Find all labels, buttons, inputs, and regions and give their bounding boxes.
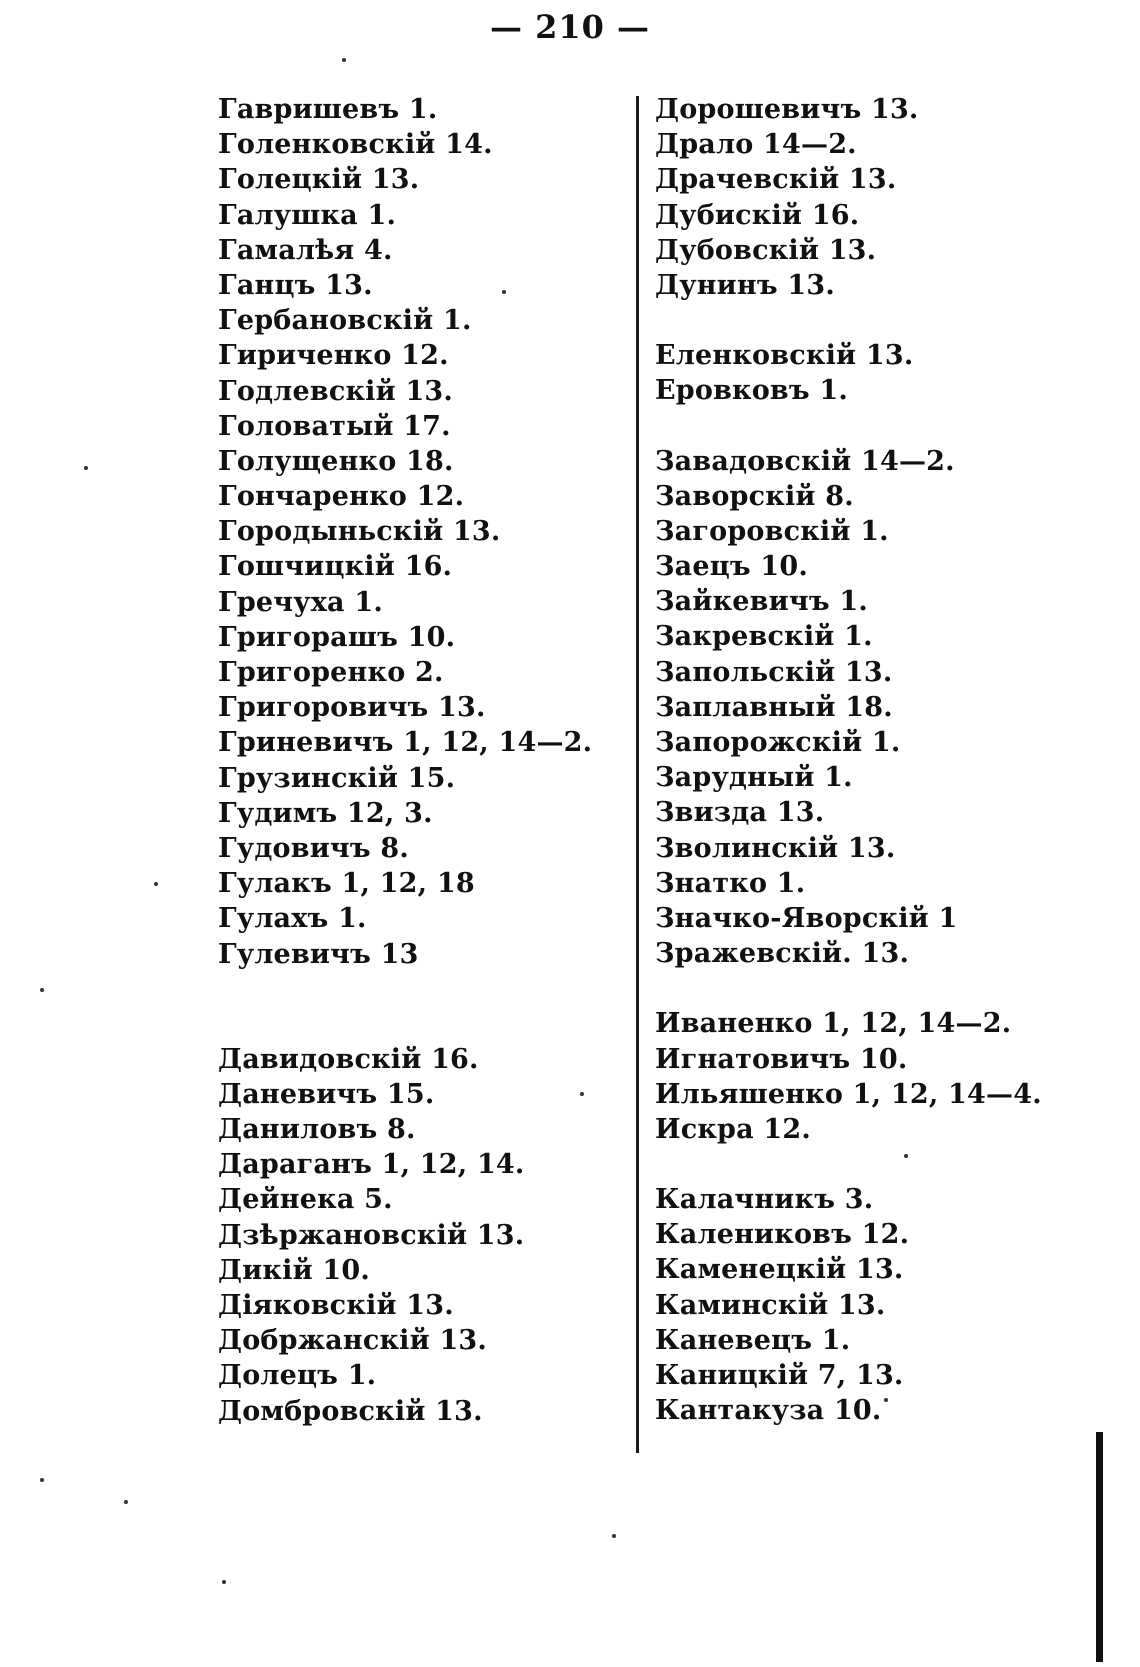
index-entry: Гулахъ 1.: [218, 903, 367, 935]
print-speck: [904, 1154, 908, 1158]
index-entry: Григорашъ 10.: [218, 621, 456, 653]
index-entry: Дараганъ 1, 12, 14.: [218, 1149, 525, 1181]
page-number: — 210 —: [489, 8, 651, 46]
index-entry: Домбровскій 13.: [218, 1395, 483, 1427]
name-group: [655, 444, 1125, 972]
name-group: [655, 1006, 1125, 1147]
index-entry: Каменецкій 13.: [655, 1254, 904, 1286]
index-entry: Ильяшенко 1, 12, 14—4.: [655, 1078, 1042, 1110]
index-entry: Діяковскій 13.: [218, 1290, 454, 1321]
index-entry: Гамалѣя 4.: [218, 234, 393, 266]
index-entry: Заецъ 10.: [655, 551, 808, 583]
index-entry: Дикій 10.: [218, 1254, 370, 1286]
index-entry: Запольскій 13.: [655, 656, 893, 688]
index-entry: Зволинскій 13.: [655, 832, 896, 864]
index-entry: Городыньскій 13.: [218, 516, 501, 548]
index-entry: Гулевичъ 13: [218, 938, 419, 970]
index-entry: Голенковскій 14.: [218, 129, 493, 161]
index-entry: Каницкій 7, 13.: [655, 1360, 904, 1391]
index-entry: Долецъ 1.: [218, 1360, 377, 1392]
index-entry: Еленковскій 13.: [655, 340, 914, 372]
index-entry: Галушка 1.: [218, 199, 397, 231]
index-entry: Головатый 17.: [218, 410, 451, 442]
name-group: [218, 92, 688, 972]
print-speck: [502, 290, 506, 294]
index-entry: Знатко 1.: [655, 867, 806, 899]
print-speck: [342, 58, 346, 62]
index-entry: Гриневичъ 1, 12, 14—2.: [218, 727, 593, 759]
index-entry: Значко-Яворскій 1: [655, 902, 958, 934]
index-entry: Голецкій 13.: [218, 164, 420, 196]
print-speck: [40, 1478, 44, 1482]
index-entry: Добржанскій 13.: [218, 1325, 488, 1357]
index-entry: Голущенко 18.: [218, 445, 454, 477]
index-entry: Завадовскій 14—2.: [655, 445, 955, 477]
index-entry: Заплавный 18.: [655, 691, 893, 723]
print-speck: [40, 988, 44, 992]
index-entry: Драло 14—2.: [655, 129, 857, 161]
index-entry: Заворскій 8.: [655, 480, 854, 512]
index-entry: Дейнека 5.: [218, 1184, 393, 1216]
index-entry: Игнатовичъ 10.: [655, 1043, 908, 1075]
index-entry: Запорожскій 1.: [655, 727, 901, 758]
name-group: [655, 338, 1125, 408]
index-entry: Драчевскій 13.: [655, 164, 897, 196]
print-speck: [124, 1500, 128, 1504]
index-entry: Звизда 13.: [655, 797, 825, 829]
index-entry: Гудовичъ 8.: [218, 832, 409, 864]
index-entry: Гошчицкій 16.: [218, 551, 453, 583]
index-entry: Гириченко 12.: [218, 340, 449, 372]
index-entry: Калачникъ 3.: [655, 1184, 874, 1216]
index-entry: Зражевскій. 13.: [655, 938, 910, 970]
index-entry: Загоровскій 1.: [655, 515, 889, 547]
index-entry: Григоренко 2.: [218, 657, 444, 688]
column-divider: [636, 96, 639, 1453]
right-column: [655, 92, 1125, 1428]
index-entry: Гербановскій 1.: [218, 305, 472, 337]
index-entry: Каневецъ 1.: [655, 1324, 851, 1356]
index-entry: Каминскій 13.: [655, 1289, 886, 1321]
index-entry: Дорошевичъ 13.: [655, 94, 919, 125]
index-entry: Зарудный 1.: [655, 762, 853, 794]
index-entry: Дубовскій 13.: [655, 234, 877, 266]
print-speck: [580, 1092, 584, 1096]
index-entry: Гречуха 1.: [218, 586, 383, 618]
index-entry: Гудимъ 12, 3.: [218, 797, 433, 829]
index-entry: Даневичъ 15.: [218, 1078, 435, 1110]
index-entry: Гавришевъ 1.: [218, 94, 438, 125]
index-entry: Гулакъ 1, 12, 18: [218, 868, 475, 900]
name-group: [655, 92, 1125, 303]
index-entry: Иваненко 1, 12, 14—2.: [655, 1008, 1012, 1040]
index-entry: Еровковъ 1.: [655, 375, 848, 407]
page-edge-shadow: [1096, 1432, 1103, 1662]
name-group: [218, 1042, 688, 1429]
index-entry: Зайкевичъ 1.: [655, 586, 868, 618]
index-entry: Давидовскій 16.: [218, 1043, 479, 1075]
print-speck: [84, 466, 88, 470]
name-group: [655, 1182, 1125, 1428]
print-speck: [612, 1534, 616, 1538]
index-entry: Кантакуза 10.: [655, 1395, 882, 1427]
index-entry: Годлевскій 13.: [218, 375, 454, 407]
index-entry: Закревскій 1.: [655, 621, 873, 653]
index-entry: Ганцъ 13.: [218, 269, 373, 301]
index-entry: Дунинъ 13.: [655, 269, 835, 301]
index-entry: Грузинскій 15.: [218, 762, 456, 794]
index-entry: Даниловъ 8.: [218, 1114, 416, 1146]
index-entry: Григоровичъ 13.: [218, 692, 486, 724]
index-entry: Искра 12.: [655, 1113, 811, 1145]
print-speck: [154, 882, 158, 886]
left-column: [218, 92, 688, 1429]
index-entry: Гончаренко 12.: [218, 481, 465, 513]
print-speck: [222, 1580, 226, 1584]
print-speck: [884, 1398, 888, 1402]
index-entry: Дзѣржановскій 13.: [218, 1219, 525, 1251]
index-entry: Калениковъ 12.: [655, 1219, 910, 1251]
index-entry: Дубискій 16.: [655, 199, 860, 231]
